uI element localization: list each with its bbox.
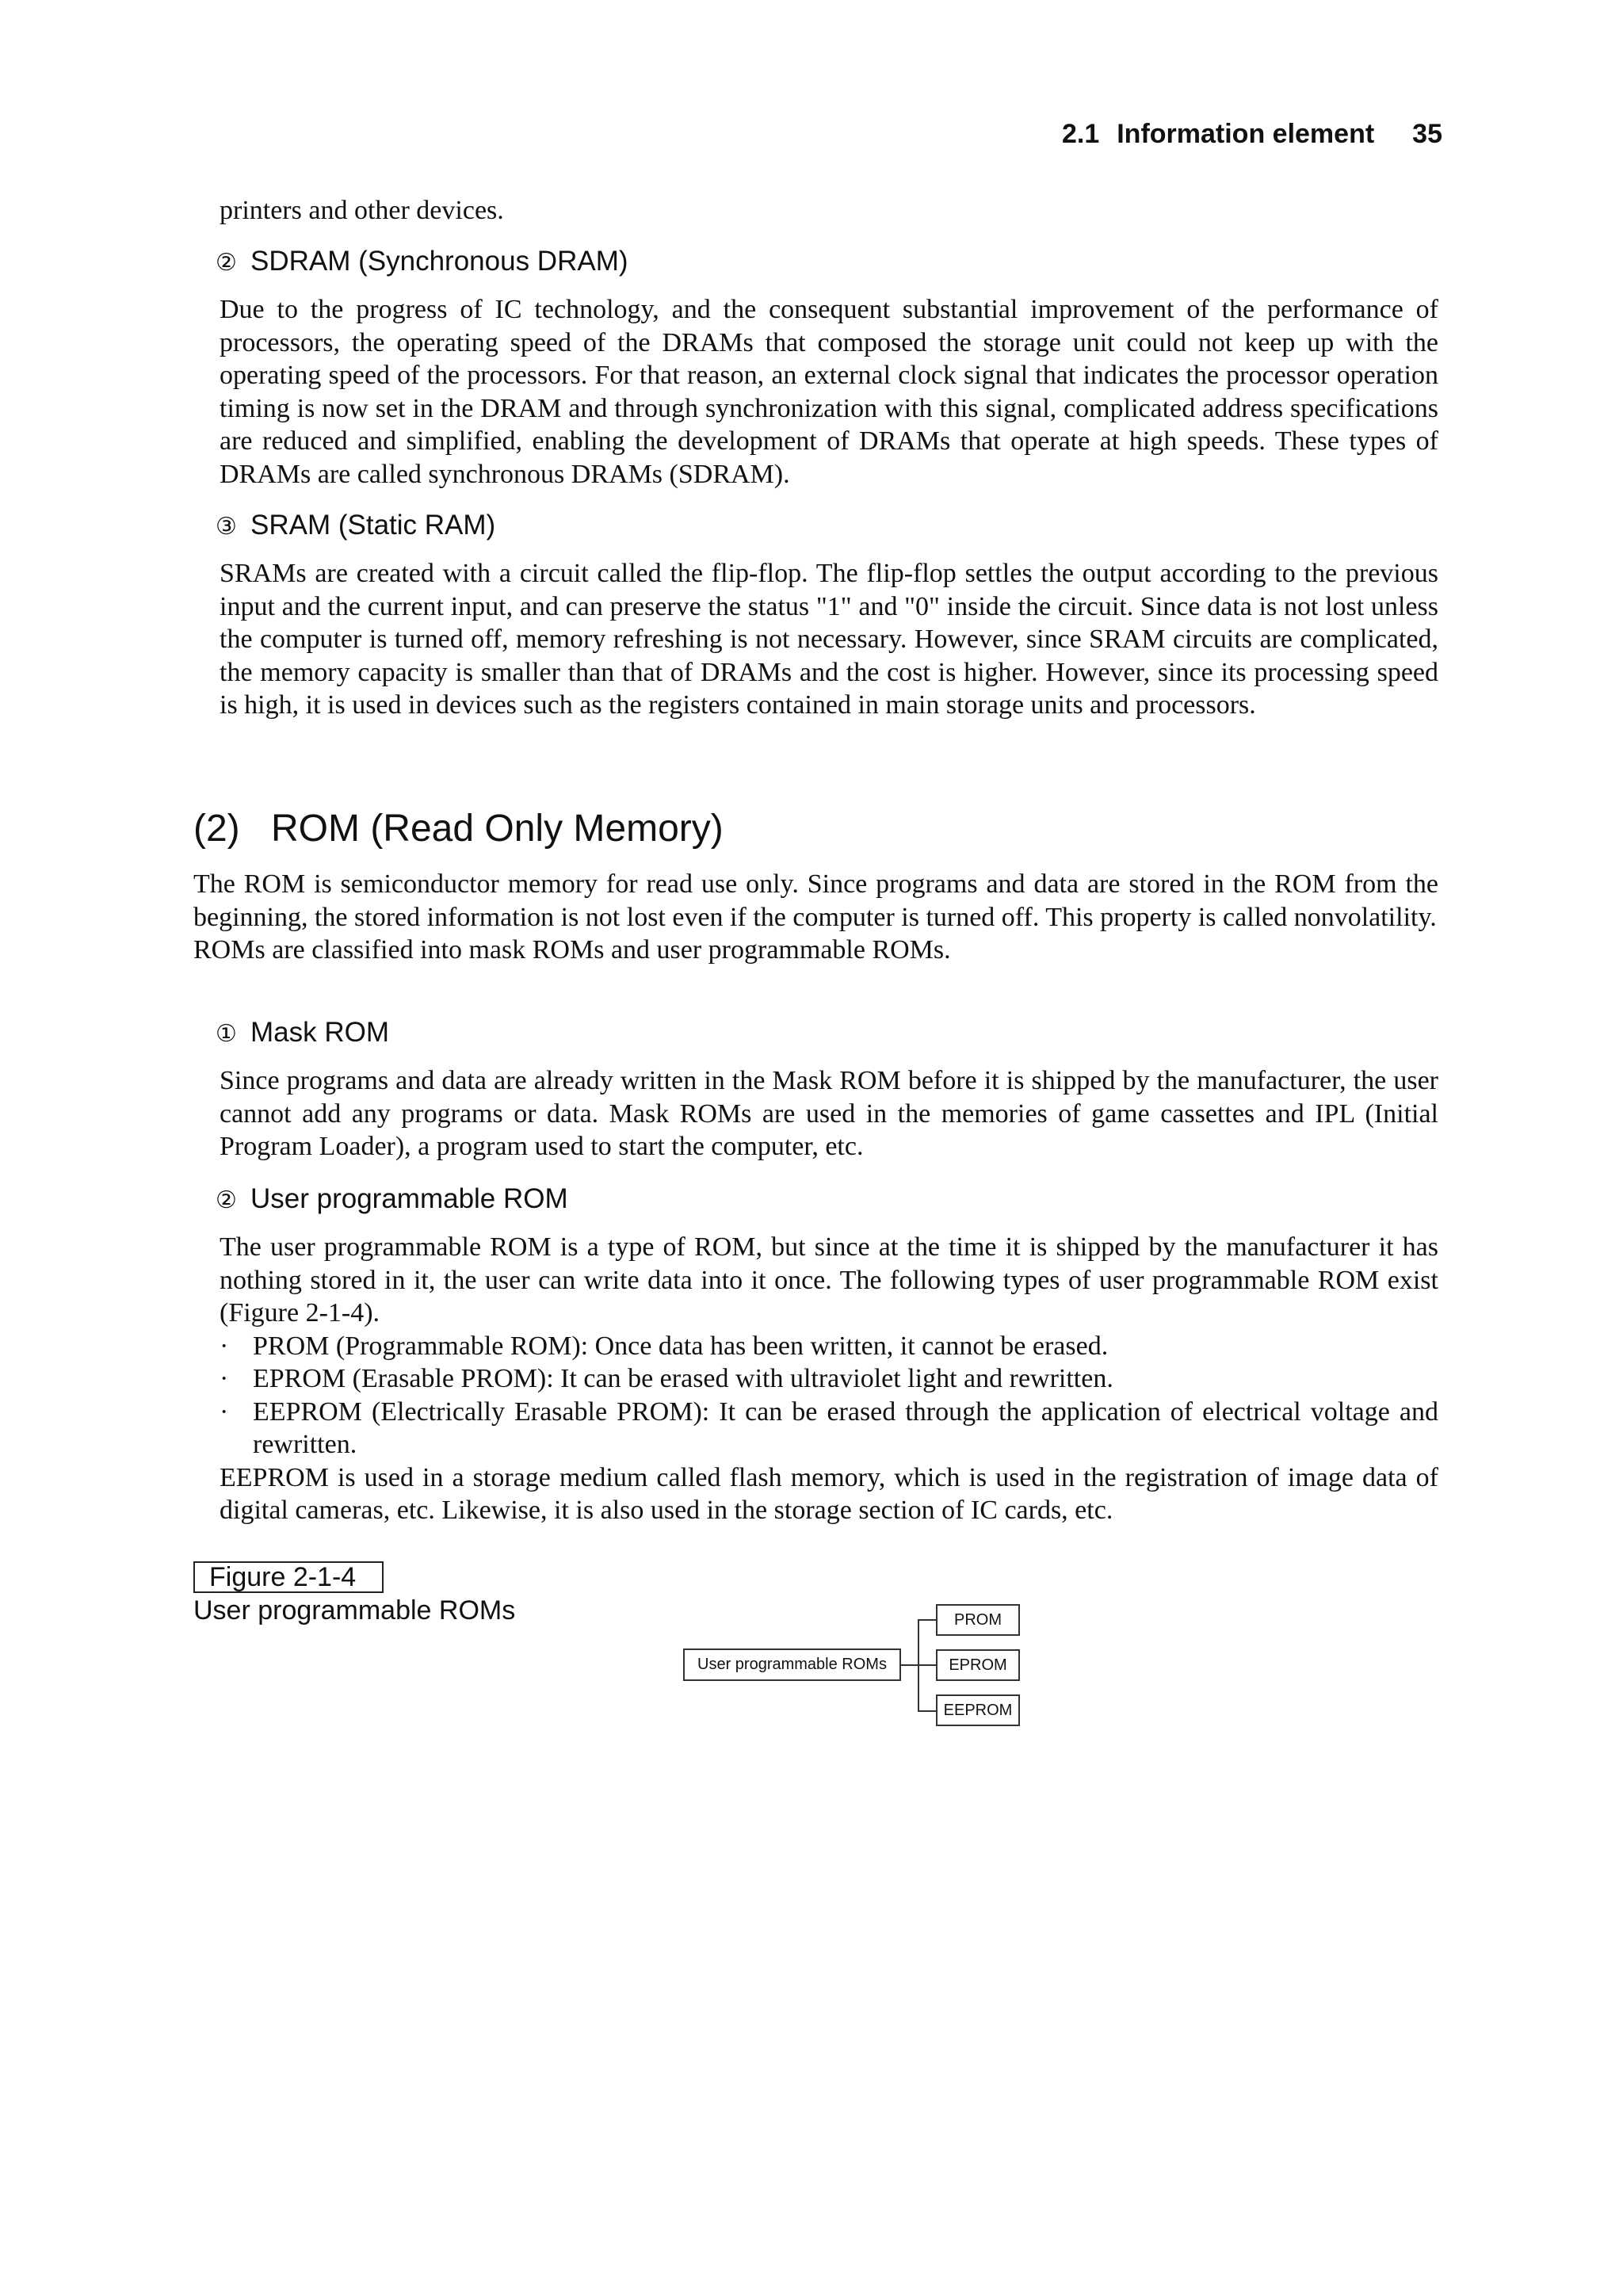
user-rom-heading-text: User programmable ROM xyxy=(250,1183,568,1214)
sram-heading-text: SRAM (Static RAM) xyxy=(250,510,496,541)
user-rom-body-wrap xyxy=(220,1231,1438,1527)
list-item xyxy=(220,1396,1438,1461)
sram-heading xyxy=(216,510,1438,543)
figure-label: Figure 2-1-4 xyxy=(193,1561,384,1593)
connector-root xyxy=(901,1664,918,1666)
bullet-dot: · xyxy=(220,1364,229,1393)
diagram-node-eeprom: EEPROM xyxy=(936,1694,1020,1726)
bullet-text: PROM (Programmable ROM): Once data has been written, it cannot be erased. xyxy=(253,1331,1109,1361)
bullet-text: EEPROM (Electrically Erasable PROM): It can be erased through the application of electrical voltage and rewritten. xyxy=(253,1396,1438,1459)
mask-rom-item xyxy=(216,1017,1438,1050)
user-rom-item xyxy=(216,1183,1438,1217)
sdram-item xyxy=(216,246,1438,279)
diagram-node-prom: PROM xyxy=(936,1604,1020,1636)
rom-intro-wrap xyxy=(193,868,1438,967)
user-rom-bullet-list xyxy=(220,1330,1438,1461)
sram-item xyxy=(216,510,1438,543)
sdram-marker: ② xyxy=(216,249,237,277)
mask-rom-body: Since programs and data are already written in the Mask ROM before it is shipped by the manufacturer, the user cannot add any programs or data. Mask ROMs are used in the memories of game cassettes and IPL (Initial Program Loader), a program used to start the computer, etc. xyxy=(220,1066,1438,1161)
sdram-body-wrap xyxy=(220,293,1438,491)
user-rom-heading xyxy=(216,1183,1438,1217)
list-item xyxy=(220,1362,1438,1396)
sdram-heading-text: SDRAM (Synchronous DRAM) xyxy=(250,246,628,277)
bullet-text: EPROM (Erasable PROM): It can be erased with ultraviolet light and rewritten. xyxy=(253,1364,1113,1393)
user-rom-body: The user programmable ROM is a type of ROM, but since at the time it is shipped by the manufacturer it has nothing stored in it, the user can write data into it once. The following types of user programmable ROM exist (Figure 2-1-4). xyxy=(220,1232,1438,1328)
connector-eeprom xyxy=(918,1710,937,1712)
running-header xyxy=(1062,119,1442,150)
sdram-body: Due to the progress of IC technology, and the consequent substantial improvement of the performance of processors, the operating speed of the DRAMs that composed the storage unit could not keep up with the operating speed of the processors. For that reason, an external clock signal that indicates the processor operation timing is now set in the DRAM and through synchronization with this signal, complicated address specifications are reduced and simplified, enabling the development of DRAMs that operate at high speeds. These types of DRAMs are called synchronous DRAMs (SDRAM). xyxy=(220,295,1438,489)
diagram-node-eprom: EPROM xyxy=(936,1649,1020,1681)
rom-section-heading xyxy=(193,807,1438,851)
mask-rom-heading-text: Mask ROM xyxy=(250,1017,389,1048)
list-item xyxy=(220,1330,1438,1363)
bullet-dot: · xyxy=(220,1331,229,1361)
figure-caption: User programmable ROMs xyxy=(193,1595,516,1626)
sram-marker: ③ xyxy=(216,513,237,541)
sram-body-wrap xyxy=(220,557,1438,722)
mask-rom-heading xyxy=(216,1017,1438,1050)
rom-section-title: ROM (Read Only Memory) xyxy=(271,808,724,850)
rom-classification: ROMs are classified into mask ROMs and user programmable ROMs. xyxy=(193,935,951,965)
diagram-root-node: User programmable ROMs xyxy=(683,1648,901,1681)
connector-prom xyxy=(918,1619,937,1621)
mask-rom-marker: ① xyxy=(216,1020,237,1048)
sram-body: SRAMs are created with a circuit called the flip-flop. The flip-flop settles the output according to the previous input and the current input, and can preserve the status "1" and "0" inside the circuit. Since data is not lost unless the computer is turned off, memory refreshing is not necessary. However, since SRAM circuits are complicated, the memory capacity is smaller than that of DRAMs and the cost is higher. However, since its processing speed is high, it is used in devices such as the registers contained in main storage units and processors. xyxy=(220,559,1438,720)
rom-section-number: (2) xyxy=(193,808,240,850)
bullet-dot: · xyxy=(220,1396,229,1427)
rom-intro: The ROM is semiconductor memory for read use only. Since programs and data are stored in the ROM from the beginning, the stored information is not lost even if the computer is turned off. This property is called nonvolatility. xyxy=(193,869,1438,932)
connector-eprom xyxy=(918,1664,937,1666)
user-rom-marker: ② xyxy=(216,1186,237,1214)
rom-section-heading-wrap xyxy=(193,807,1438,851)
page-number: 35 xyxy=(1412,119,1442,149)
sdram-heading xyxy=(216,246,1438,279)
header-section-title: Information element xyxy=(1117,119,1375,149)
continuation-text: printers and other devices. xyxy=(220,196,504,225)
header-section-number: 2.1 xyxy=(1061,119,1100,149)
ram-continuation-block xyxy=(220,194,1438,227)
mask-rom-body-wrap xyxy=(220,1064,1438,1163)
user-rom-closing: EEPROM is used in a storage medium called flash memory, which is used in the registration of image data of digital cameras, etc. Likewise, it is also used in the storage section of IC cards, etc. xyxy=(220,1462,1438,1525)
